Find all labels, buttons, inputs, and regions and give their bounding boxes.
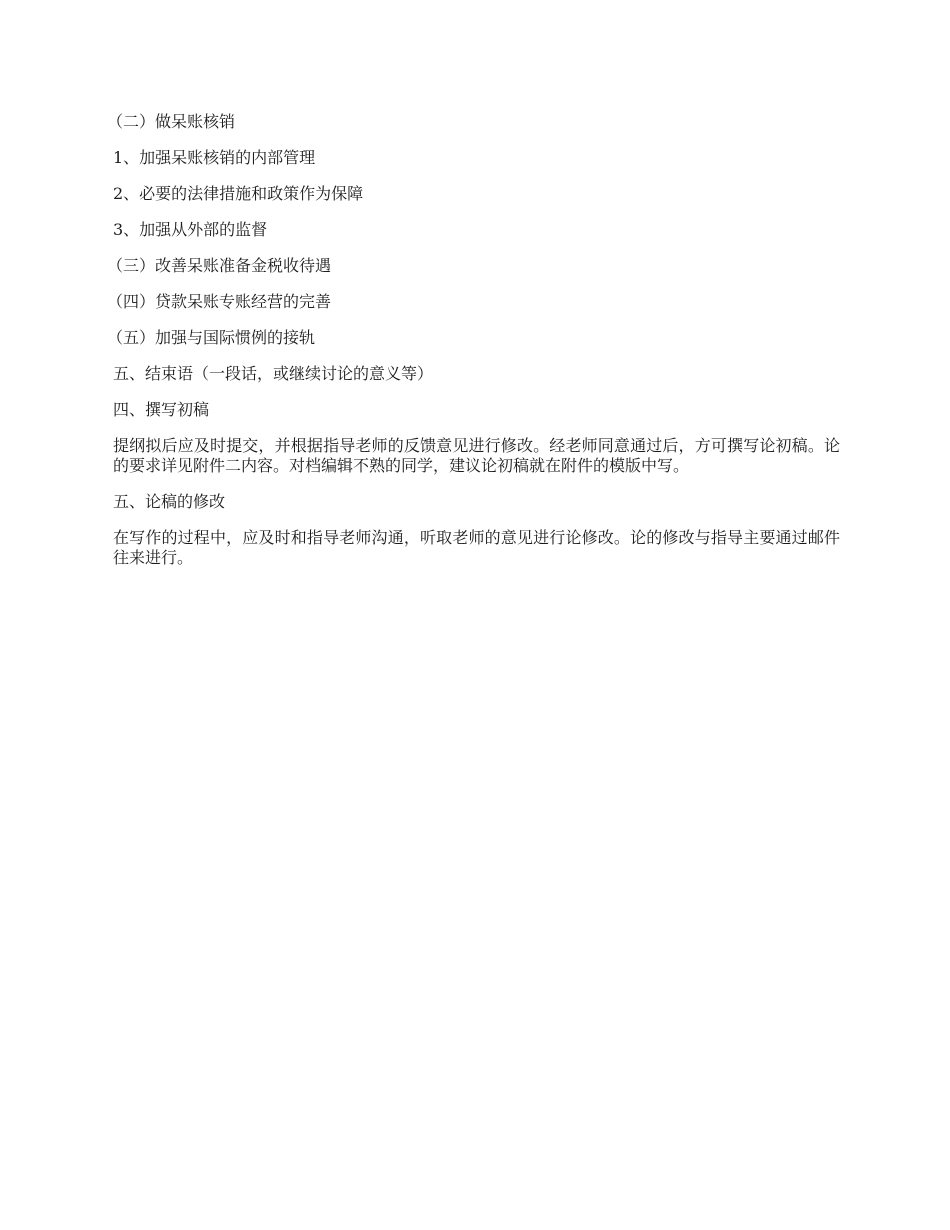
section-heading-first-draft: 四、撰写初稿 [113,400,210,419]
section-heading-revision: 五、论稿的修改 [113,492,226,511]
section-heading-international-practice: （五）加强与国际惯例的接轨 [107,328,316,347]
list-item-legal-measures: 2、必要的法律措施和政策作为保障 [113,184,364,203]
list-item-internal-management: 1、加强呆账核销的内部管理 [113,148,316,167]
paragraph-first-draft: 提纲拟后应及时提交，并根据指导老师的反馈意见进行修改。经老师同意通过后，方可撰写论初稿。论的要求详见附件二内容。对档编辑不熟的同学，建议论初稿就在附件的模版中写。 [113,436,840,475]
document-page [107,112,840,584]
paragraph-revision: 在写作的过程中，应及时和指导老师沟通，听取老师的意见进行论修改。论的修改与指导主要通过邮件往来进行。 [113,528,840,567]
section-heading-special-account: （四）贷款呆账专账经营的完善 [107,292,332,311]
list-item-external-supervision: 3、加强从外部的监督 [113,220,268,239]
section-heading-tax-treatment: （三）改善呆账准备金税收待遇 [107,256,332,275]
section-heading-conclusion: 五、结束语（一段话，或继续讨论的意义等） [113,364,434,383]
section-heading-write-off: （二）做呆账核销 [107,112,236,131]
